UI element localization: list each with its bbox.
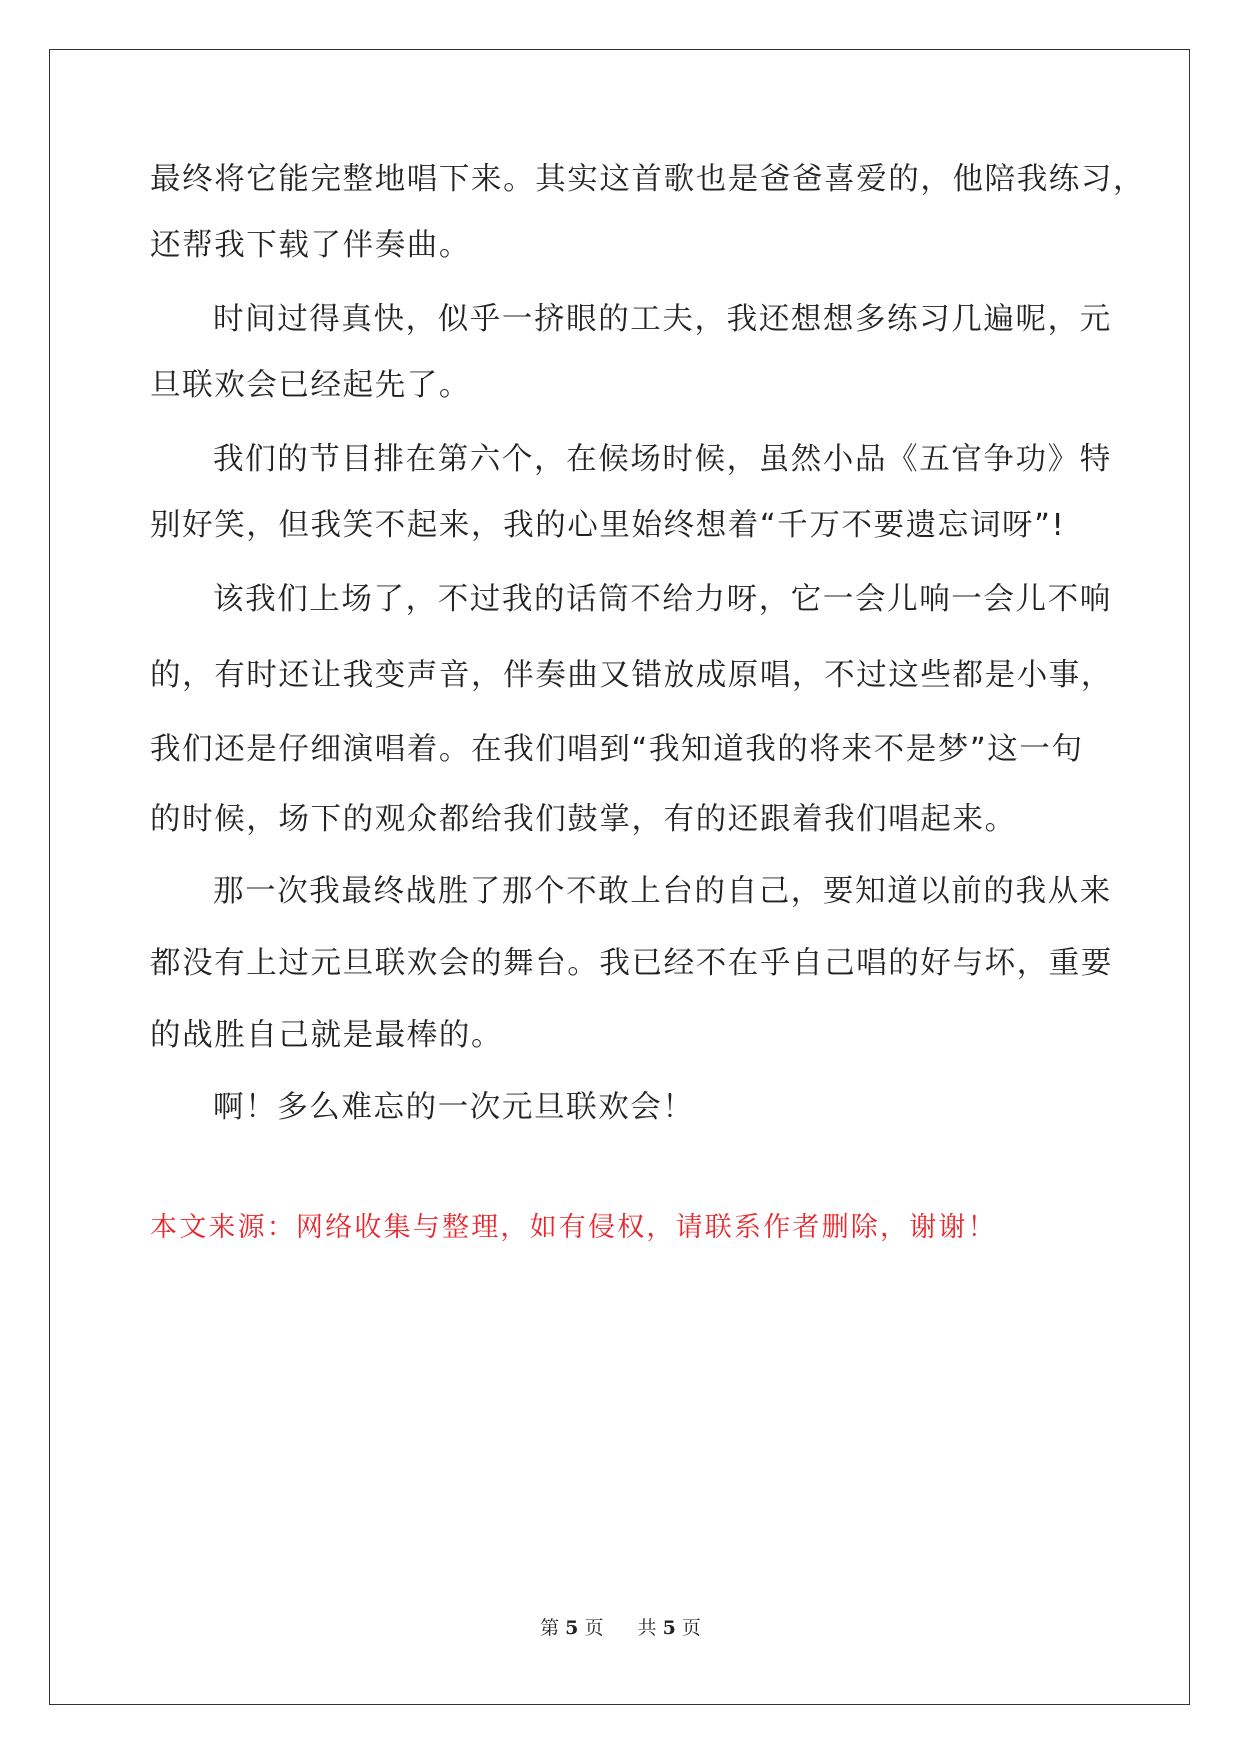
source-note: 本文来源：网络收集与整理，如有侵权，请联系作者删除，谢谢！ bbox=[150, 1212, 997, 1243]
text-line: 都没有上过元旦联欢会的舞台。我已经不在乎自己唱的好与坏，重要 bbox=[150, 946, 1113, 981]
text-line: 的，有时还让我变声音，伴奏曲又错放成原唱，不过这些都是小事， bbox=[150, 658, 1113, 693]
page-prefix: 第 bbox=[540, 1617, 560, 1639]
page-total: 5 bbox=[662, 1617, 676, 1639]
paragraph-start: 那一次我最终战胜了那个不敢上台的自己，要知道以前的我从来 bbox=[213, 874, 1112, 909]
paragraph-start: 该我们上场了，不过我的话筒不给力呀，它一会儿响一会儿不响 bbox=[213, 582, 1112, 617]
text-line: 的战胜自己就是最棒的。 bbox=[150, 1018, 504, 1053]
text-line: 旦联欢会已经起先了。 bbox=[150, 368, 471, 403]
paragraph-start: 我们的节目排在第六个，在候场时候，虽然小品《五官争功》特 bbox=[213, 442, 1112, 477]
text-line: 最终将它能完整地唱下来。其实这首歌也是爸爸喜爱的，他陪我练习， bbox=[150, 162, 1146, 197]
text-line: 还帮我下载了伴奏曲。 bbox=[150, 228, 471, 263]
text-line: 别好笑，但我笑不起来，我的心里始终想着“千万不要遗忘词呀”! bbox=[150, 508, 1066, 543]
total-prefix: 共 bbox=[637, 1617, 657, 1639]
text-line: 我们还是仔细演唱着。在我们唱到“我知道我的将来不是梦”这一句 bbox=[150, 732, 1084, 767]
page-current: 5 bbox=[565, 1617, 579, 1639]
paragraph-start: 时间过得真快，似乎一挤眼的工夫，我还想想多练习几遍呢，元 bbox=[213, 302, 1112, 337]
text-line: 的时候，场下的观众都给我们鼓掌，有的还跟着我们唱起来。 bbox=[150, 802, 1017, 837]
page-footer bbox=[0, 1613, 1241, 1640]
page-suffix: 页 bbox=[584, 1617, 604, 1639]
closing-line: 啊！多么难忘的一次元旦联欢会！ bbox=[213, 1090, 695, 1125]
total-suffix: 页 bbox=[681, 1617, 701, 1639]
